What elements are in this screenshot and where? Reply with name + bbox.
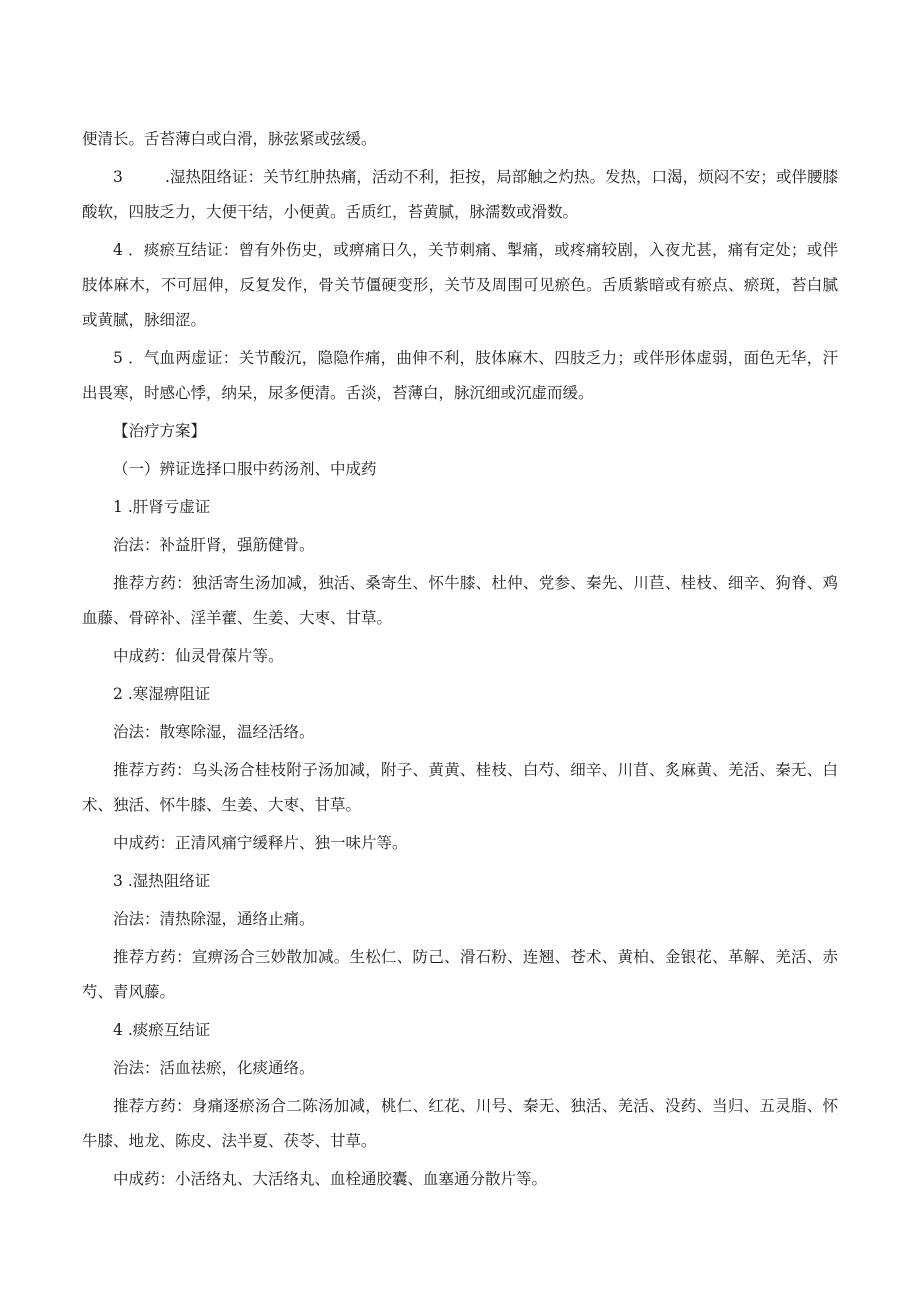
paragraph-p3 — [82, 341, 838, 411]
list-number: 3 — [113, 872, 123, 890]
list-number: 3 — [113, 168, 123, 186]
paragraph-text: 推荐方药：身痛逐瘀汤合二陈汤加减，桃仁、红花、川号、秦无、独活、羌活、没药、当归、五灵脂、怀牛膝、地龙、陈皮、法半夏、茯苓、甘草。 — [82, 1097, 838, 1150]
paragraph-text: 推荐方药：独活寄生汤加减，独活、桑寄生、怀牛膝、杜仲、党参、秦先、川苣、桂枝、细辛、狗脊、鸡血藤、骨碎补、淫羊藿、生姜、大枣、甘草。 — [82, 574, 838, 627]
paragraph-text: 推荐方药：宣痹汤合三妙散加减。生松仁、防己、滑石粉、连翘、苍术、黄柏、金银花、革解、羌活、赤芍、青风藤。 — [82, 948, 838, 1001]
paragraph-text: 治法：散寒除湿，温经活络。 — [113, 723, 315, 741]
paragraph-p20 — [82, 1162, 838, 1197]
list-number: 1 — [113, 498, 123, 516]
list-number: 4 — [113, 1021, 123, 1039]
paragraph-text: 治法：补益肝肾，强筋健骨。 — [113, 536, 315, 554]
list-number: 4 — [113, 241, 123, 259]
paragraph-p4 — [82, 414, 838, 449]
paragraph-p17 — [82, 1013, 838, 1048]
paragraph-p5 — [82, 452, 838, 487]
paragraph-p13 — [82, 826, 838, 861]
paragraph-p19 — [82, 1089, 838, 1159]
paragraph-text: 【治疗方案】 — [113, 422, 207, 440]
paragraph-text: .湿热阻络证：关节红肿热痛，活动不利，拒按，局部触之灼热。发热，口渴，烦闷不安；或伴腰膝酸软，四肢乏力，大便干结，小便黄。舌质红，苔黄腻，脉濡数或滑数。 — [82, 168, 838, 221]
paragraph-p15 — [82, 902, 838, 937]
paragraph-text: ．痰瘀互结证：曾有外伤史，或痹痛日久，关节刺痛、掣痛，或疼痛较剧，入夜尤甚，痛有定处；或伴肢体麻木，不可屈伸，反复发作，骨关节僵硬变形，关节及周围可见瘀色。舌质紫暗或有瘀点、瘀斑，苔白腻或黄腻，脉细涩。 — [82, 241, 838, 329]
paragraph-p8 — [82, 566, 838, 636]
paragraph-text: （一）辨证选择口服中药汤剂、中成药 — [113, 460, 377, 478]
paragraph-p1 — [82, 160, 838, 230]
paragraph-p9 — [82, 639, 838, 674]
paragraph-text: 治法：清热除湿，通络止痛。 — [113, 910, 315, 928]
paragraph-text: ．气血两虚证：关节酸沉，隐隐作痛，曲伸不利，肢体麻木、四肢乏力；或伴形体虚弱，面色无华，汗出畏寒，时感心悸，纳呆，尿多便清。舌淡，苔薄白，脉沉细或沉虚而缓。 — [82, 349, 838, 402]
list-number: 2 — [113, 685, 123, 703]
paragraph-p11 — [82, 715, 838, 750]
paragraph-text: 推荐方药：乌头汤合桂枝附子汤加减，附子、黄黄、桂枝、白芍、细辛、川苜、炙麻黄、羌活、秦无、白术、独活、怀牛膝、生姜、大枣、甘草。 — [82, 761, 838, 814]
paragraph-text: .湿热阻络证 — [127, 872, 211, 890]
list-number: 5 — [113, 349, 123, 367]
paragraph-p18 — [82, 1051, 838, 1086]
paragraph-text: 便清长。舌苔薄白或白滑，脉弦紧或弦缓。 — [82, 130, 377, 148]
paragraph-p12 — [82, 753, 838, 823]
paragraph-text: .痰瘀互结证 — [127, 1021, 211, 1039]
paragraph-p10 — [82, 677, 838, 712]
paragraph-text: .寒湿痹阻证 — [127, 685, 211, 703]
paragraph-p6 — [82, 490, 838, 525]
paragraph-p0 — [82, 122, 838, 157]
paragraph-p7 — [82, 528, 838, 563]
paragraph-text: 中成药：仙灵骨葆片等。 — [113, 647, 284, 665]
document-body — [82, 122, 838, 1200]
paragraph-p2 — [82, 233, 838, 338]
paragraph-p14 — [82, 864, 838, 899]
paragraph-p16 — [82, 940, 838, 1010]
paragraph-text: .肝肾亏虚证 — [127, 498, 211, 516]
paragraph-text: 治法：活血祛瘀，化痰通络。 — [113, 1059, 315, 1077]
paragraph-text: 中成药：小活络丸、大活络丸、血栓通胶囊、血塞通分散片等。 — [113, 1170, 548, 1188]
paragraph-text: 中成药：正清风痛宁缓释片、独一味片等。 — [113, 834, 408, 852]
